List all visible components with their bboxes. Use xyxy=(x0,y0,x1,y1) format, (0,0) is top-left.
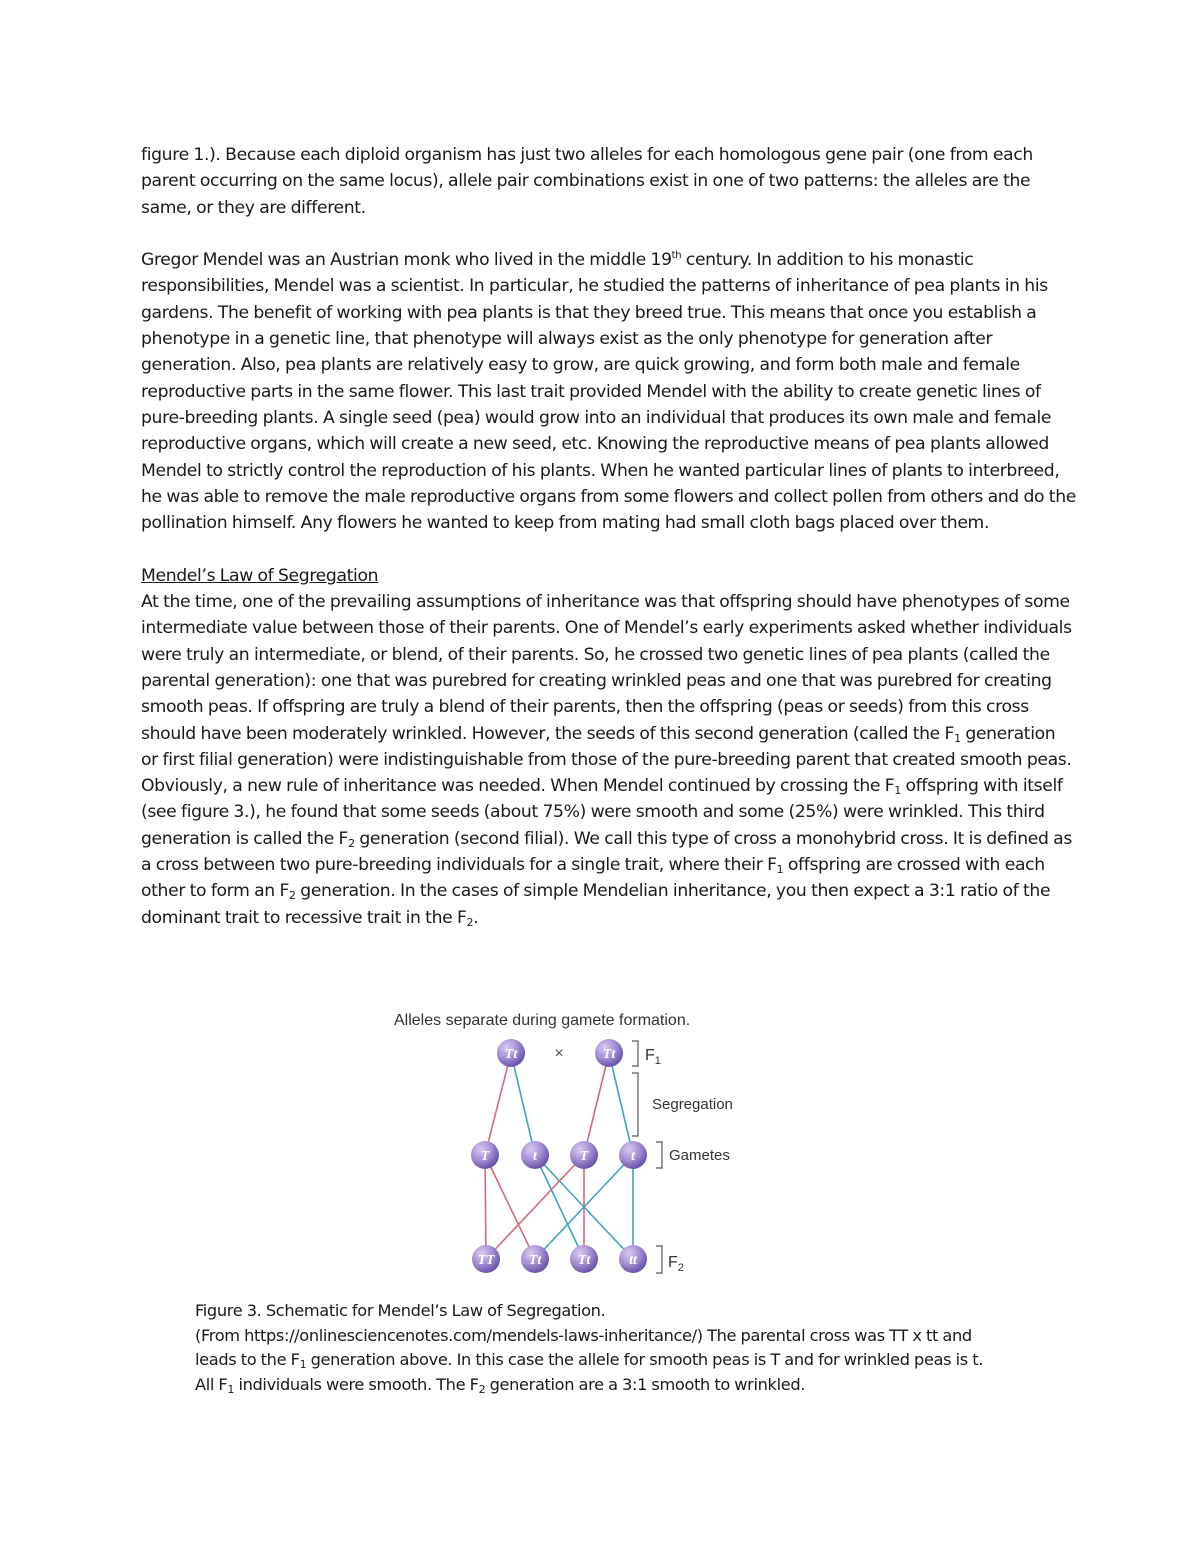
svg-text:tt: tt xyxy=(629,1253,637,1268)
bracket-segregation xyxy=(632,1073,638,1136)
paragraph-law-of-segregation: At the time, one of the prevailing assumptions of inheritance was that offspring should have phenotypes of some intermediate value between those of their parents. One of Mendel’s early experiments asked whether individuals were truly an intermediate, or blend, of their parents. So, he crossed two genetic lines of pea plants (called the parental generation): one that was purebred for creating wrinkled peas and one that was purebred for creating smooth peas. If offspring are truly a blend of their parents, then the offspring (peas or seeds) from this cross should have been moderately wrinkled. However, the seeds of this second generation (called the $F_1$ generation or first filial generation) were indistinguishable from those of the pure-breeding parent that created smooth peas. Obviously, a new rule of inheritance was needed. When Mendel continued by crossing the $F_1$ offspring with itself (see figure 3.), he found that some seeds (about 75%) were smooth and some (25%) were wrinkled. This third generation is called the $F_2$ generation (second filial). We call this type of cross a monohybrid cross. It is defined as a cross between two pure-breeding individuals for a single trait, where their $F_1$ offspring are crossed with each other to form an $F_2$ generation. In the cases of simple Mendelian inheritance, you then expect a 3:1 ratio of the dominant trait to recessive trait in the $F_2$. xyxy=(141,592,1072,929)
offspring-node-1 xyxy=(472,1245,500,1273)
paragraph-diploid-alleles: figure 1.). Because each diploid organism has just two alleles for each homologous gene pair (one from each parent occurring on the same locus), allele pair combinations exist in one of two patterns: the alleles are the same, or they are different. xyxy=(141,145,1033,218)
line-T1-Tt xyxy=(485,1155,535,1259)
caption-body: (From https://onlinesciencenotes.com/mendels-laws-inheritance/) The parental cross was TT x tt and leads to the $F_1$ generation above. In this case the allele for smooth peas is T and for wrinkled peas is t. All $F_1$ individuals were smooth. The $F_2$ generation are a 3:1 smooth to wrinkled. xyxy=(195,1325,984,1396)
bracket-f1 xyxy=(632,1041,638,1066)
cross-symbol: × xyxy=(554,1045,564,1062)
figure-caption xyxy=(195,1299,995,1397)
segregation-diagram xyxy=(380,1005,780,1290)
line-T1-TT xyxy=(485,1155,486,1259)
gamete-node-3 xyxy=(570,1141,598,1169)
segregation-figure xyxy=(380,1005,780,1290)
figure-title: Alleles separate during gamete formation. xyxy=(394,1012,691,1029)
section-heading xyxy=(141,563,1076,589)
svg-text:t: t xyxy=(533,1149,537,1164)
line-T2-TT xyxy=(486,1155,584,1259)
svg-text:Tt: Tt xyxy=(602,1047,616,1062)
paragraph-gregor-mendel: Gregor Mendel was an Austrian monk who lived in the middle 19th century. In addition to his monastic responsibilities, Mendel was a scientist. In particular, he studied the patterns of inheritance of pea plants in his gardens. The benefit of working with pea plants is that they breed true. This means that once you establish a phenotype in a genetic line, that phenotype will always exist as the only phenotype for generation after generation. Also, pea plants are relatively easy to grow, are quick growing, and form both male and female reproductive parts in the same flower. This last trait provided Mendel with the ability to create genetic lines of pure-breeding plants. A single seed (pea) would grow into an individual that produces its own male and female reproductive organs, which will create a new seed, etc. Knowing the reproductive means of pea plants allowed Mendel to strictly control the reproduction of his plants. When he wanted particular lines of plants to interbreed, he was able to remove the male reproductive organs from some flowers and collect pollen from others and do the pollination himself. Any flowers he wanted to keep from mating had small cloth bags placed over them. xyxy=(141,250,1076,534)
svg-text:t: t xyxy=(631,1149,635,1164)
superscript-th: th xyxy=(671,250,682,262)
line-p1-T xyxy=(485,1053,511,1155)
line-p2-T xyxy=(584,1053,609,1155)
gamete-node-1 xyxy=(471,1141,499,1169)
caption-title: Figure 3. Schematic for Mendel’s Law of Segregation. xyxy=(195,1301,606,1320)
line-p2-t xyxy=(609,1053,633,1155)
label-f2: $F_2$ xyxy=(668,1254,684,1274)
line-p1-t xyxy=(511,1053,535,1155)
svg-text:T: T xyxy=(480,1149,490,1164)
offspring-node-2 xyxy=(521,1245,549,1273)
body-text xyxy=(141,142,1076,931)
gamete-node-2 xyxy=(521,1141,549,1169)
label-f1: $F_1$ xyxy=(645,1047,661,1067)
parent-node-2 xyxy=(595,1039,623,1067)
svg-text:Tt: Tt xyxy=(504,1047,518,1062)
offspring-node-3 xyxy=(570,1245,598,1273)
offspring-node-4 xyxy=(619,1245,647,1273)
svg-text:T: T xyxy=(579,1149,589,1164)
svg-text:TT: TT xyxy=(477,1253,495,1268)
label-gametes: Gametes xyxy=(669,1147,730,1164)
heading-law-of-segregation: Mendel’s Law of Segregation xyxy=(141,565,379,586)
bracket-f2 xyxy=(656,1246,662,1273)
line-t1-Tt xyxy=(535,1155,584,1259)
svg-text:Tt: Tt xyxy=(528,1253,542,1268)
parent-node-1 xyxy=(497,1039,525,1067)
gamete-node-4 xyxy=(619,1141,647,1169)
svg-text:Tt: Tt xyxy=(577,1253,591,1268)
bracket-gametes xyxy=(656,1142,662,1168)
label-segregation: Segregation xyxy=(652,1096,733,1113)
